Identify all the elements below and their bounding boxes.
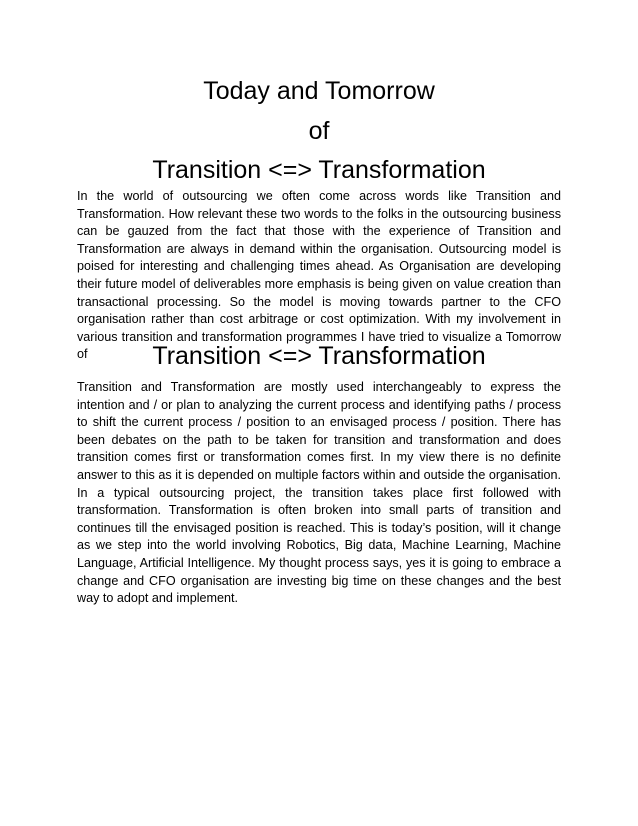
body-paragraph: Transition and Transformation are mostly used interchangeably to express the intention and / or plan to analyzing the current process and identifying paths / process to shift the current process / position to an envisaged process / position. There has been debates on the path to be taken for transition and transformation and does transition comes first or transformation comes first. In my view there is no definite answer to this as it is depended on multiple factors within and outside the organisation. In a typical outsourcing project, the transition takes place first followed with transformation. Transformation is often broken into small parts of transition and continues till the envisaged position is reached. This is today’s position, will it change as we step into the world involving Robotics, Big data, Machine Learning, Machine Language, Artificial Intelligence. My thought process says, yes it is going to embrace a change and CFO organisation are investing big time on these changes and the best way to adopt and implement.	[77, 380, 561, 606]
title-line-2: of	[308, 117, 330, 145]
title-line-1: Today and Tomorrow	[203, 77, 435, 105]
title-line-3: Transition <=> Transformation	[152, 156, 486, 184]
section-heading: Transition <=> Transformation	[152, 342, 486, 370]
intro-paragraph: In the world of outsourcing we often come across words like Transition and Transformation. How relevant these two words to the folks in the outsourcing business can be gauzed from the fact that those with the experience of Transition and Transformation are always in demand within the organisation. Outsourcing model is poised for interesting and challenging times ahead. As Organisation are developing their future model of deliverables more emphasis is being given on value creation than transactional processing. So the model is moving towards partner to the CFO organisation rather than cost arbitrage or cost optimization. With my involvement in various transition and transformation programmes I have tried to visualize a Tomorrow of	[77, 189, 561, 362]
